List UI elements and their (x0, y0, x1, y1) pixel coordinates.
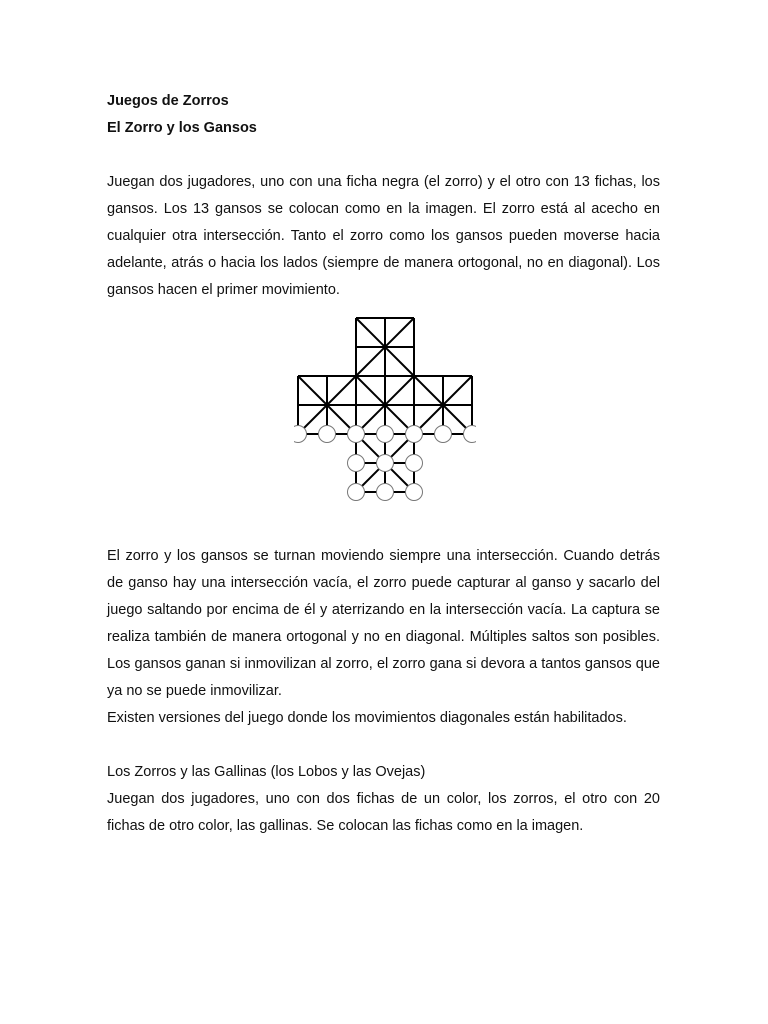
goose-piece (406, 455, 423, 472)
goose-piece (348, 455, 365, 472)
spacer (107, 732, 660, 759)
fox-and-geese-board (294, 314, 476, 506)
document-page (107, 88, 660, 840)
goose-piece (294, 426, 307, 443)
goose-piece (319, 426, 336, 443)
goose-piece (348, 484, 365, 501)
spacer (107, 142, 660, 169)
variant-note: Existen versiones del juego donde los movimientos diagonales están habilitados. (107, 710, 627, 726)
rules-paragraph: Juegan dos jugadores, uno con una ficha negra (el zorro) y el otro con 13 fichas, los gansos. Los 13 gansos se colocan como en la imagen. El zorro está al acecho en cualquier otra intersección. Tanto el zorro como los gansos pueden moverse hacia adelante, atrás o hacia los lados (siempre de manera ortogonal, no en diagonal). Los gansos hacen el primer movimiento. (107, 174, 660, 298)
subsection-title: El Zorro y los Gansos (107, 120, 257, 136)
goose-piece (377, 426, 394, 443)
spacer (107, 506, 660, 543)
section-title-plain: Los Zorros y las Gallinas (los Lobos y las Ovejas) (107, 764, 426, 780)
goose-piece (435, 426, 452, 443)
rules-paragraph: Juegan dos jugadores, uno con dos fichas de un color, los zorros, el otro con 20 fichas de otro color, las gallinas. Se colocan las fichas como en la imagen. (107, 791, 660, 834)
goose-piece (464, 426, 477, 443)
goose-piece (406, 426, 423, 443)
goose-piece (406, 484, 423, 501)
goose-piece (377, 455, 394, 472)
section-title: Juegos de Zorros (107, 93, 229, 109)
rules-paragraph: El zorro y los gansos se turnan moviendo siempre una intersección. Cuando detrás de ganso hay una intersección vacía, el zorro puede capturar al ganso y sacarlo del juego saltando por encima de él y aterrizando en la intersección vacía. La captura se realiza también de manera ortogonal y no en diagonal. Múltiples saltos son posibles. Los gansos ganan si inmovilizan al zorro, el zorro gana si devora a tantos gansos que ya no se puede inmovilizar. (107, 548, 660, 699)
goose-piece (377, 484, 394, 501)
goose-piece (348, 426, 365, 443)
